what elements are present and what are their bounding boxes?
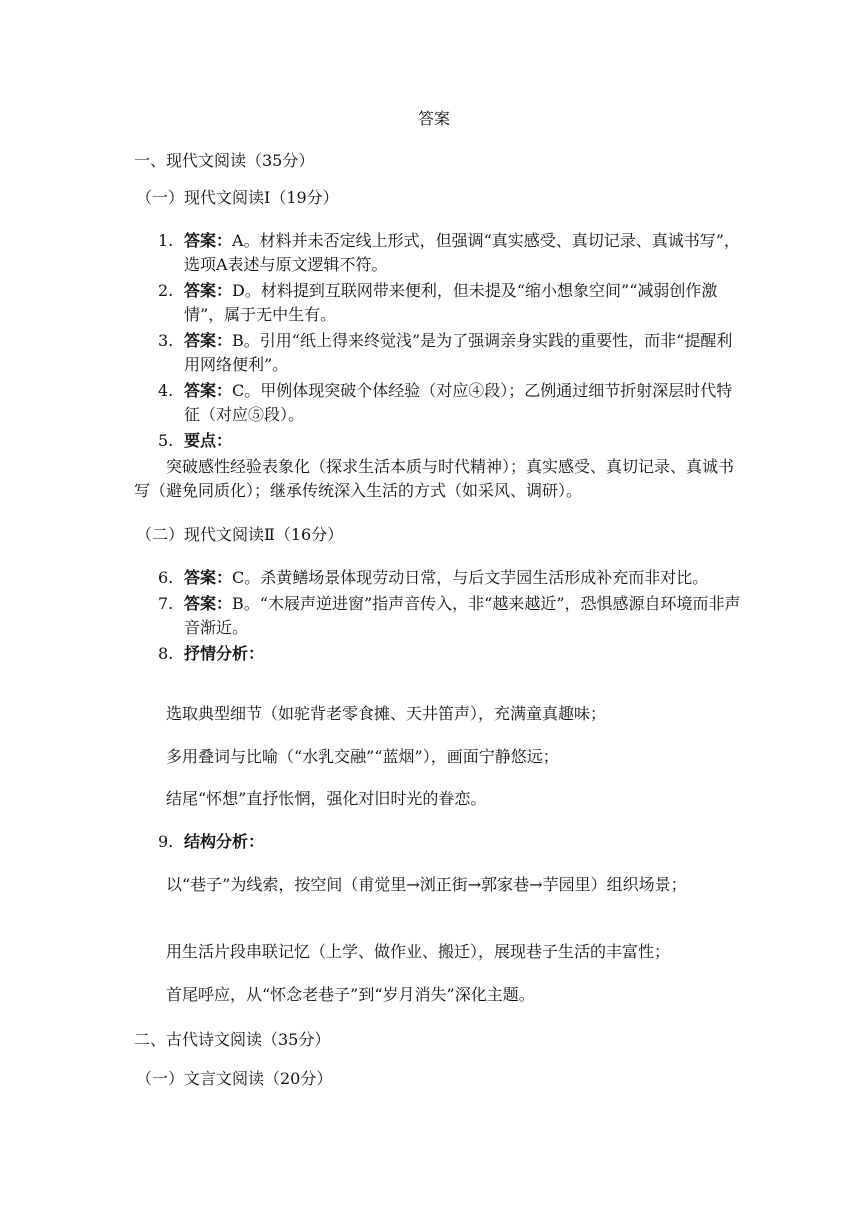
q5-answer: 突破感性经验表象化（探求生活本质与时代精神）；真实感受、真切记录、真诚书写（避免同质化）；继承传统深入生活的方式（如采风、调研）。 [134, 457, 735, 500]
list-item [158, 229, 743, 277]
item-number: 3. [158, 331, 174, 350]
list-item [158, 279, 743, 327]
list-item [158, 429, 743, 453]
section-heading-1: 一、现代文阅读（35分） [134, 151, 315, 170]
subsection-heading-1-2: （二）现代文阅读Ⅱ（16分） [136, 525, 344, 544]
q9-heading-row [158, 830, 743, 856]
answer-list-2 [158, 566, 743, 668]
item-number: 6. [158, 568, 174, 587]
answer-list-1 [158, 229, 743, 455]
subsection-heading-2-1: （一）文言文阅读（20分） [136, 1069, 333, 1088]
item-label: 答案： [184, 568, 233, 587]
subsection-heading-1-1: （一）现代文阅读Ⅰ（19分） [136, 188, 339, 207]
list-item [158, 329, 743, 377]
list-item [158, 642, 743, 666]
list-item [158, 566, 743, 590]
q8-point-3: 结尾“怀想”直抒怅惘，强化对旧时光的眷恋。 [166, 789, 487, 808]
section-heading-2: 二、古代诗文阅读（35分） [134, 1030, 331, 1049]
list-item [158, 379, 743, 427]
item-number: 1. [158, 231, 174, 250]
q9-point-1: 以“巷子”为线索，按空间（甫觉里→浏正街→郭家巷→芋园里）组织场景； [166, 875, 687, 894]
item-label: 抒情分析： [184, 644, 265, 663]
item-number: 9. [158, 832, 174, 851]
q8-point-2: 多用叠词与比喻（“水乳交融”“蓝烟”），画面宁静悠远； [166, 747, 559, 766]
q9-point-2: 用生活片段串联记忆（上学、做作业、搬迁），展现巷子生活的丰富性； [166, 942, 671, 961]
item-number: 7. [158, 594, 174, 613]
doc-title: 答案 [417, 109, 450, 128]
item-label: 要点： [184, 431, 233, 450]
item-label: 答案： [184, 331, 233, 350]
list-item [158, 592, 743, 640]
item-text: C。甲例体现突破个体经验（对应④段）；乙例通过细节折射深层时代特征（对应⑤段）。 [184, 381, 733, 424]
item-text: D。材料提到互联网带来便利，但未提及“缩小想象空间”“减弱创作激情”，属于无中生有。 [184, 281, 718, 324]
item-text: A。材料并未否定线上形式，但强调“真实感受、真切记录、真诚书写”，选项A表述与原文逻辑不符。 [184, 231, 740, 274]
item-number: 4. [158, 381, 174, 400]
q9-point-3: 首尾呼应，从“怀念老巷子”到“岁月消失”深化主题。 [166, 985, 535, 1004]
item-number: 2. [158, 281, 174, 300]
item-number: 8. [158, 644, 174, 663]
item-label: 答案： [184, 281, 233, 300]
item-number: 5. [158, 431, 174, 450]
item-label: 答案： [184, 594, 233, 613]
item-label: 答案： [184, 231, 233, 250]
item-text: B。引用“纸上得来终觉浅”是为了强调亲身实践的重要性，而非“提醒利用网络便利”。 [184, 331, 733, 374]
item-label: 答案： [184, 381, 233, 400]
item-text: B。“木屐声逆进窗”指声音传入，非“越来越近”，恐惧感源自环境而非声音渐近。 [184, 594, 741, 637]
item-label: 结构分析： [184, 832, 265, 851]
item-text: C。杀黄鳝场景体现劳动日常，与后文芋园生活形成补充而非对比。 [232, 568, 709, 587]
q8-point-1: 选取典型细节（如驼背老零食摊、天井笛声），充满童真趣味； [166, 704, 607, 723]
